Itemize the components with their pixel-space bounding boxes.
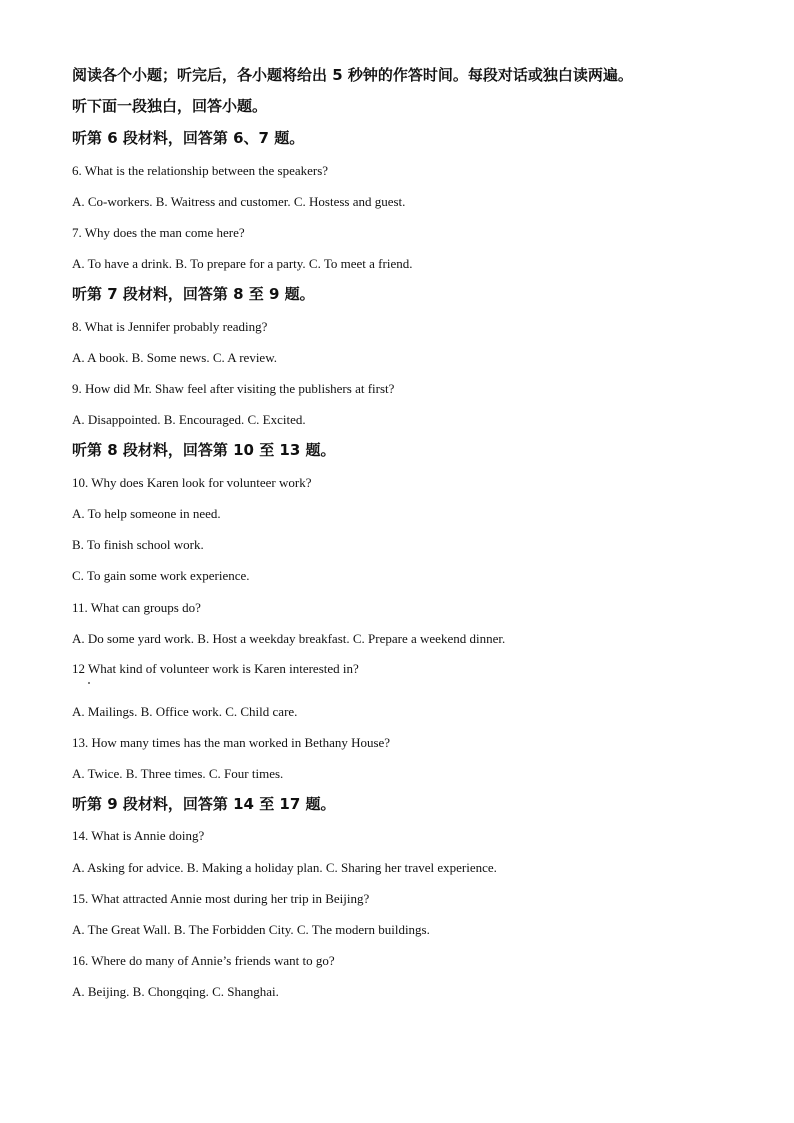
section-heading-6: 听第 6 段材料，回答第 6、7 题。	[72, 129, 305, 147]
question-9: 9. How did Mr. Shaw feel after visiting the publishers at first?	[72, 381, 395, 396]
options-6: A. Co-workers. B. Waitress and customer. C. Hostess and guest.	[72, 194, 406, 209]
question-16: 16. Where do many of Annie’s friends want to go?	[72, 953, 335, 968]
options-9: A. Disappointed. B. Encouraged. C. Excited.	[72, 412, 306, 427]
question-14: 14. What is Annie doing?	[72, 828, 205, 843]
options-11: A. Do some yard work. B. Host a weekday breakfast. C. Prepare a weekend dinner.	[72, 631, 506, 646]
options-16: A. Beijing. B. Chongqing. C. Shanghai.	[72, 984, 279, 999]
options-7: A. To have a drink. B. To prepare for a party. C. To meet a friend.	[72, 256, 413, 271]
instructions-line: 阅读各个小题；听完后，各小题将给出 5 秒钟的作答时间。每段对话或独白读两遍。	[72, 66, 633, 84]
section-heading-8: 听第 8 段材料，回答第 10 至 13 题。	[72, 441, 336, 459]
options-15: A. The Great Wall. B. The Forbidden City. C. The modern buildings.	[72, 922, 430, 937]
question-11: 11. What can groups do?	[72, 600, 201, 615]
options-8: A. A book. B. Some news. C. A review.	[72, 350, 277, 365]
options-13: A. Twice. B. Three times. C. Four times.	[72, 766, 284, 781]
section-heading-9: 听第 9 段材料，回答第 14 至 17 题。	[72, 795, 336, 813]
option-10b: B. To finish school work.	[72, 537, 204, 552]
stray-dot	[88, 682, 90, 684]
question-15: 15. What attracted Annie most during her trip in Beijing?	[72, 891, 370, 906]
options-12: A. Mailings. B. Office work. C. Child care.	[72, 704, 298, 719]
section-heading-7: 听第 7 段材料，回答第 8 至 9 题。	[72, 285, 315, 303]
options-14: A. Asking for advice. B. Making a holiday plan. C. Sharing her travel experience.	[72, 860, 497, 875]
question-8: 8. What is Jennifer probably reading?	[72, 319, 268, 334]
question-7: 7. Why does the man come here?	[72, 225, 245, 240]
option-10c: C. To gain some work experience.	[72, 568, 250, 583]
question-10: 10. Why does Karen look for volunteer work?	[72, 475, 312, 490]
question-12: 12 What kind of volunteer work is Karen interested in?	[72, 661, 359, 676]
question-13: 13. How many times has the man worked in Bethany House?	[72, 735, 391, 750]
question-6: 6. What is the relationship between the speakers?	[72, 163, 329, 178]
option-10a: A. To help someone in need.	[72, 506, 221, 521]
section-intro: 听下面一段独白，回答小题。	[72, 97, 268, 115]
